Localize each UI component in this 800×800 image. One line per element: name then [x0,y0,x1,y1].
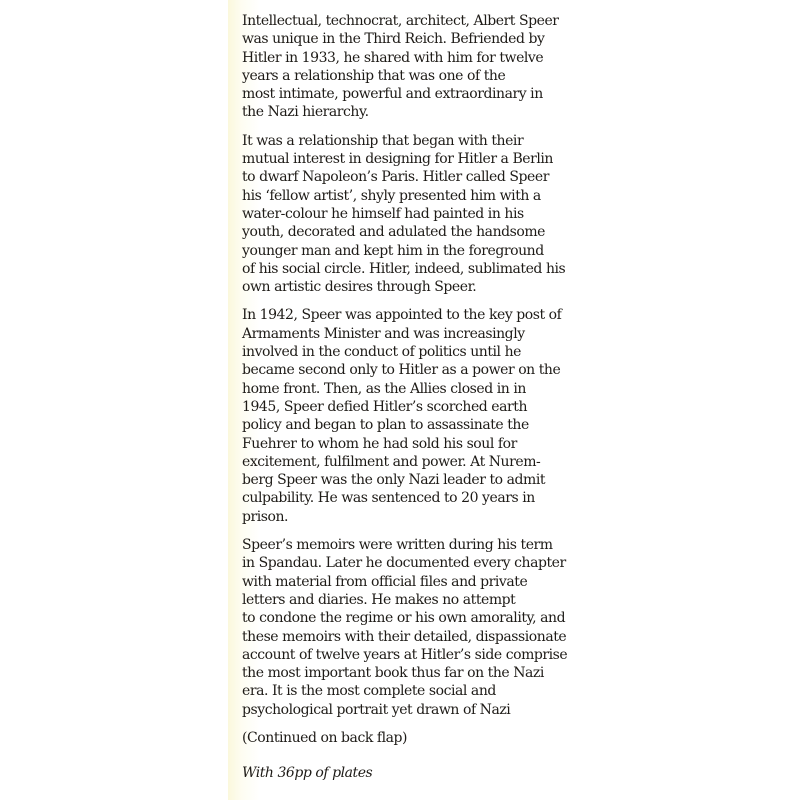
text-line: with material from official files and private [242,573,528,590]
text-line: prison. [242,508,289,525]
text-line: the Nazi hierarchy. [242,104,369,121]
text-line: excitement, fulfilment and power. At Nurem- [242,453,541,470]
text-line: to condone the regime or his own amorality, and [242,610,566,627]
text-line: In 1942, Speer was appointed to the key post of [242,307,562,324]
text-line: policy and began to plan to assassinate the [242,417,529,434]
text-line: account of twelve years at Hitler’s side comprise [242,646,568,663]
text-line: berg Speer was the only Nazi leader to admit [242,472,546,489]
paragraph [242,132,567,297]
continued-note: (Continued on back flap) [242,729,408,746]
text-line: Hitler in 1933, he shared with him for twelve [242,49,544,66]
paragraph [242,12,567,122]
text-line: era. It is the most complete social and [242,683,496,700]
text-line: the most important book thus far on the Nazi [242,665,544,682]
text-line: youth, decorated and adulated the handsome [242,224,546,241]
text-line: 1945, Speer defied Hitler’s scorched earth [242,398,528,415]
flap-copy [242,12,567,783]
text-line: letters and diaries. He makes no attempt [242,591,516,608]
dust-jacket-flap [228,0,573,800]
text-line: of his social circle. Hitler, indeed, sublimated his [242,260,566,277]
text-line: was unique in the Third Reich. Befriended by [242,31,545,48]
paragraph-list [242,12,567,719]
text-line: most intimate, powerful and extraordinary in [242,86,543,103]
text-line: involved in the conduct of politics until he [242,344,521,361]
text-line: in Spandau. Later he documented every chapter [242,555,566,572]
text-line: mutual interest in designing for Hitler a Berlin [242,151,553,168]
text-line: his ‘fellow artist’, shyly presented him with a [242,187,541,204]
text-line: became second only to Hitler as a power on the [242,362,561,379]
text-line: home front. Then, as the Allies closed in in [242,380,526,397]
text-line: psychological portrait yet drawn of Nazi [242,701,511,718]
text-line: to dwarf Napoleon’s Paris. Hitler called Speer [242,169,549,186]
text-line: culpability. He was sentenced to 20 years in [242,490,535,507]
paragraph [242,306,567,526]
plates-note: With 36pp of plates [242,765,373,782]
text-line: Speer’s memoirs were written during his term [242,537,553,554]
text-line: these memoirs with their detailed, dispassionate [242,628,567,645]
text-line: own artistic desires through Speer. [242,279,477,296]
text-line: years a relationship that was one of the [242,67,506,84]
paragraph [242,536,567,719]
text-line: younger man and kept him in the foreground [242,242,544,259]
text-line: water-colour he himself had painted in his [242,205,524,222]
text-line: Fuehrer to whom he had sold his soul for [242,435,517,452]
text-line: It was a relationship that began with their [242,132,524,149]
text-line: Armaments Minister and was increasingly [242,325,525,342]
text-line: Intellectual, technocrat, architect, Albert Speer [242,13,559,29]
